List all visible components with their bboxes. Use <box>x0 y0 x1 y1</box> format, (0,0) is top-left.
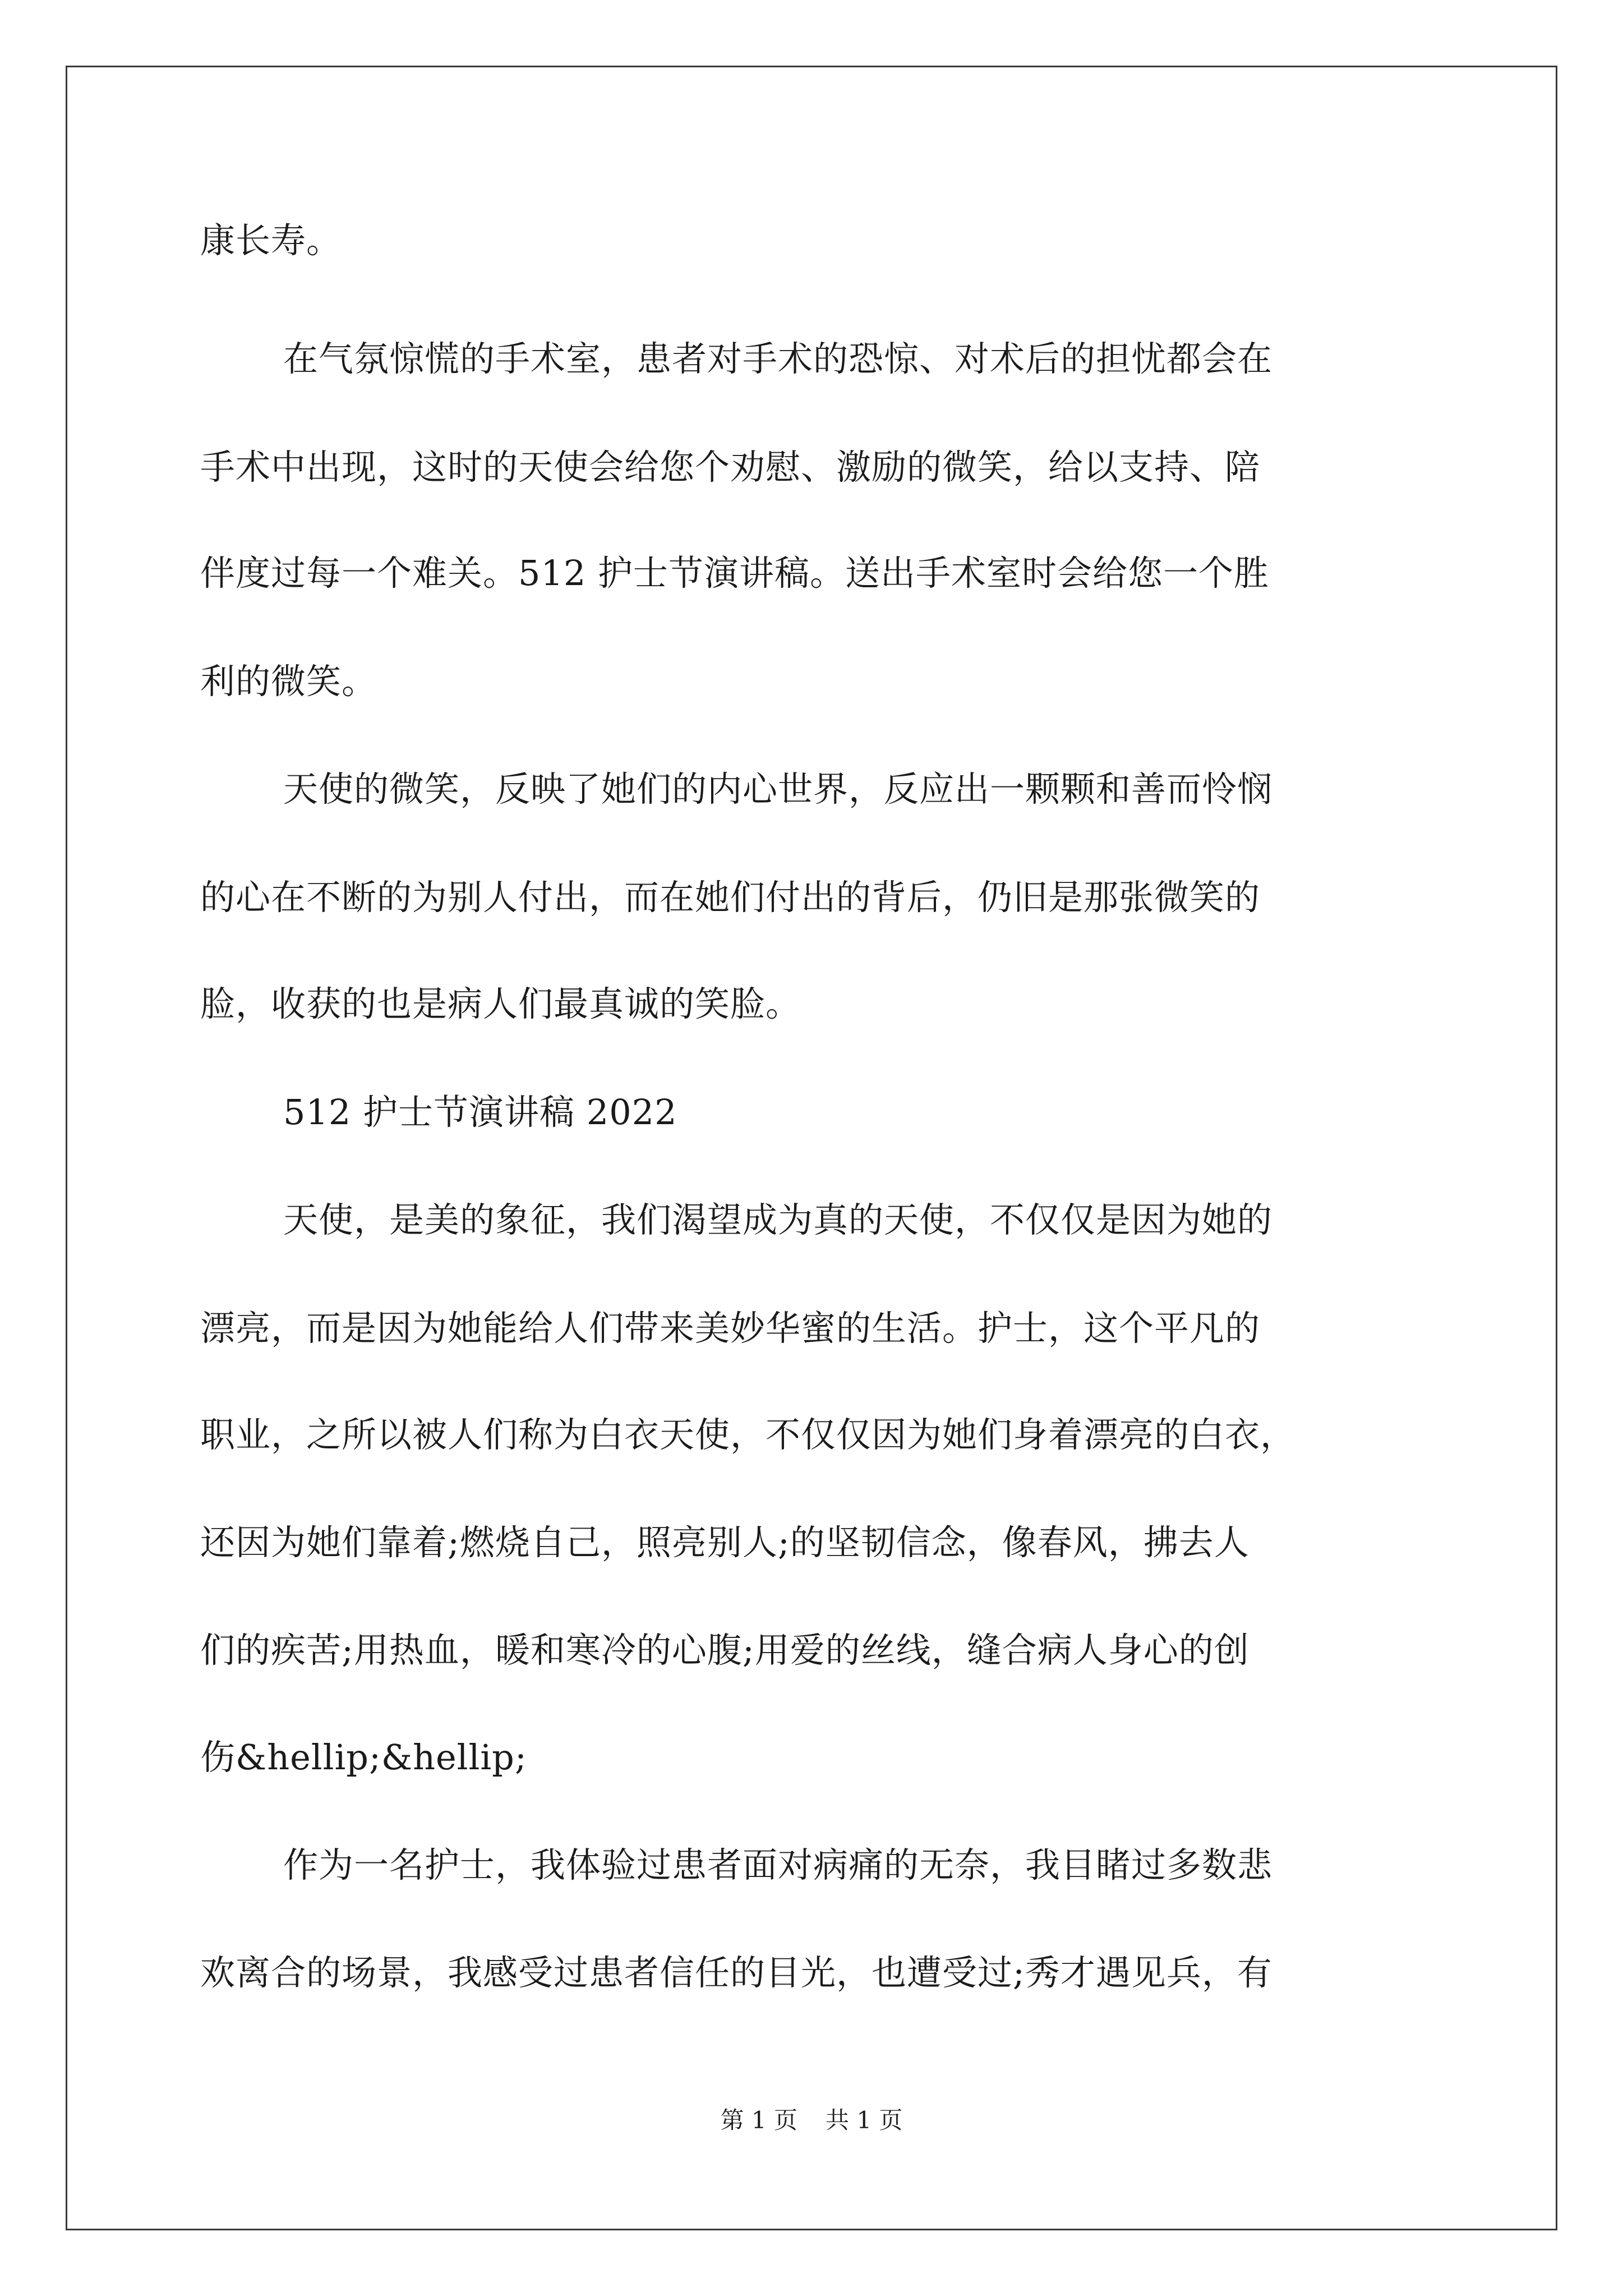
page-footer <box>0 2104 1623 2137</box>
text-line: 脸，收获的也是病人们最真诚的笑脸。 <box>200 983 801 1024</box>
text-line: 漂亮，而是因为她能给人们带来美妙华蜜的生活。护士，这个平凡的 <box>200 1308 1261 1349</box>
text-line: 还因为她们靠着;燃烧自己，照亮别人;的坚韧信念，像春风，拂去人 <box>200 1522 1249 1563</box>
text-line: 作为一名护士，我体验过患者面对病痛的无奈，我目睹过多数悲 <box>283 1844 1273 1885</box>
text-line: 伤&hellip;&hellip; <box>200 1737 527 1778</box>
page-number: 第 1 页 <box>720 2106 797 2134</box>
page-border <box>66 66 1557 2230</box>
page-total: 共 1 页 <box>826 2106 903 2134</box>
text-line: 康长寿。 <box>200 220 342 261</box>
text-line: 利的微笑。 <box>200 661 377 702</box>
text-line: 手术中出现，这时的天使会给您个劝慰、激励的微笑，给以支持、陪 <box>200 447 1261 487</box>
text-line: 天使，是美的象征，我们渴望成为真的天使，不仅仅是因为她的 <box>283 1199 1273 1240</box>
text-line: 伴度过每一个难关。512 护士节演讲稿。送出手术室时会给您一个胜 <box>200 553 1270 593</box>
text-line: 们的疾苦;用热血，暖和寒冷的心腹;用爱的丝线，缝合病人身心的创 <box>200 1630 1249 1671</box>
section-heading: 512 护士节演讲稿 2022 <box>283 1092 677 1133</box>
text-line: 在气氛惊慌的手术室，患者对手术的恐惊、对术后的担忧都会在 <box>283 338 1273 379</box>
text-line: 欢离合的场景，我感受过患者信任的目光，也遭受过;秀才遇见兵，有 <box>200 1952 1272 1993</box>
text-line: 天使的微笑，反映了她们的内心世界，反应出一颗颗和善而怜悯 <box>283 769 1273 809</box>
text-line: 职业，之所以被人们称为白衣天使，不仅仅因为她们身着漂亮的白衣， <box>200 1414 1296 1455</box>
text-line: 的心在不断的为别人付出，而在她们付出的背后，仍旧是那张微笑的 <box>200 877 1261 918</box>
